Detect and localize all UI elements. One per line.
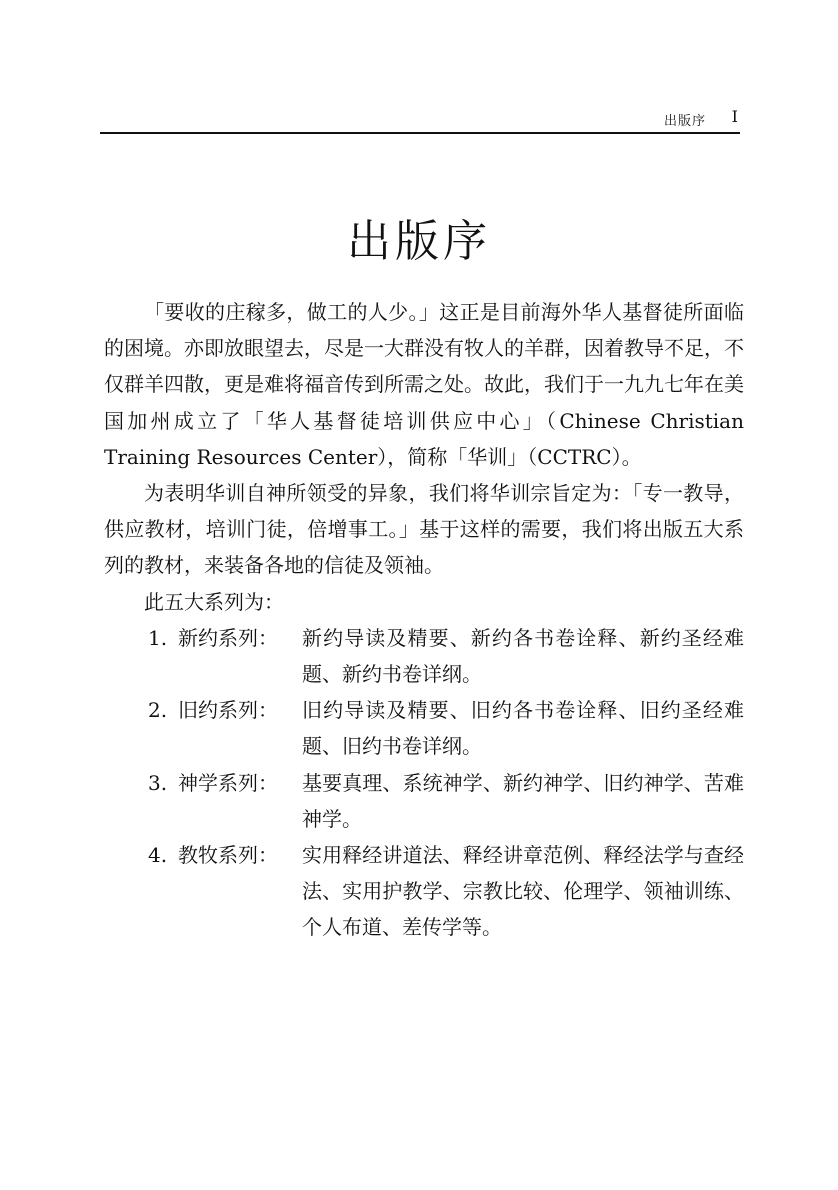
series-content: 新约导读及精要、新约各书卷诠释、新约圣经难题、新约书卷详纲。: [302, 625, 744, 687]
series-content: 旧约导读及精要、旧约各书卷诠释、旧约圣经难题、旧约书卷详纲。: [302, 698, 744, 759]
series-name: 教牧系列：: [178, 843, 278, 868]
series-list: [104, 620, 744, 946]
series-number: 4.: [148, 843, 168, 868]
header-section-title: 出版序: [663, 114, 706, 129]
series-content: 实用释经讲道法、释经讲章范例、释经法学与查经法、实用护教学、宗教比较、伦理学、领袖训练、个人布道、差传学等。: [302, 843, 744, 940]
series-item-new-testament: [104, 620, 744, 692]
series-item-pastoral: [104, 837, 744, 946]
paragraph-intro: 「要收的庄稼多，做工的人少。」这正是目前海外华人基督徒所面临的困境。亦即放眼望去，尽是一大群没有牧人的羊群，因着教导不足，不仅群羊四散，更是难将福音传到所需之处。故此，我们于一九九七年在美国加州成立了「华人基督徒培训供应中心」（Chinese Christian Training Resources Center），简称「华训」（CCTRC）。: [104, 300, 744, 469]
series-name: 新约系列：: [178, 625, 278, 650]
body-text: [104, 294, 744, 946]
series-name: 神学系列：: [178, 770, 278, 795]
page-title: 出版序: [347, 216, 491, 267]
series-item-old-testament: [104, 692, 744, 764]
paragraph-series-intro: 此五大系列为：: [144, 589, 284, 614]
series-name: 旧约系列：: [178, 698, 278, 723]
paragraph-vision: 为表明华训自神所领受的异象，我们将华训宗旨定为：「专一教导，供应教材，培训门徒，倍增事工。」基于这样的需要，我们将出版五大系列的教材，来装备各地的信徒及领袖。: [104, 481, 744, 578]
series-number: 3.: [148, 770, 168, 795]
series-number: 2.: [148, 698, 168, 723]
running-header: [100, 108, 740, 134]
series-content: 基要真理、系统神学、新约神学、旧约神学、苦难神学。: [302, 770, 744, 831]
series-number: 1.: [148, 625, 168, 650]
series-item-theology: [104, 765, 744, 837]
header-page-number: I: [731, 107, 738, 126]
